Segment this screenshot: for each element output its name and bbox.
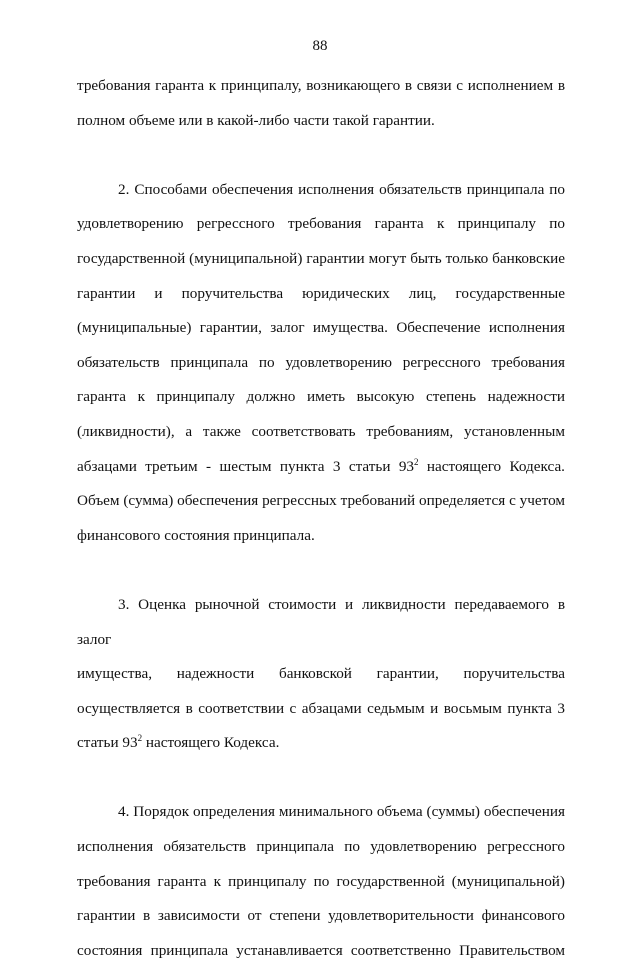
paragraph-3-line-3: осуществляется в соответствии с абзацами седьмым и восьмым пункта 3 (77, 699, 565, 717)
paragraph-2-line-2: удовлетворению регрессного требования гаранта к принципалу по (77, 215, 565, 233)
paragraph-2-line-8: (ликвидности), а также соответствовать требованиям, установленным (77, 422, 565, 440)
paragraph-2-line-11: финансового состояния принципала. (77, 526, 315, 544)
paragraph-2-line-1: 2. Способами обеспечения исполнения обязательств принципала по (118, 180, 565, 198)
ref-text-before: статьи 93 (77, 734, 138, 752)
paragraph-2-line-7: гаранта к принципалу должно иметь высокую степень надежности (77, 388, 565, 406)
paragraph-2-line-5: (муниципальные) гарантии, залог имущества. Обеспечение исполнения (77, 319, 565, 337)
paragraph-4-line-2: исполнения обязательств принципала по удовлетворению регрессного (77, 838, 565, 856)
paragraph-4-line-1: 4. Порядок определения минимального объема (суммы) обеспечения (118, 803, 565, 821)
paragraph-2-ref-line (77, 450, 565, 485)
paragraph-4-line-5: состояния принципала устанавливается соответственно Правительством (77, 941, 565, 959)
paragraph-4-line-4: гарантии в зависимости от степени удовлетворительности финансового (77, 907, 565, 925)
paragraph-spacer (77, 138, 565, 173)
page-number: 88 (312, 38, 328, 54)
ref-text-before: абзацами третьим - шестым пункта 3 статьи 93 (77, 457, 415, 475)
ref-text-after: настоящего Кодекса. (418, 457, 565, 475)
paragraph-3-line-2: имущества, надежности банковской гарантии, поручительства (77, 665, 565, 683)
paragraph-2-line-3: государственной (муниципальной) гарантии могут быть только банковские (77, 249, 565, 267)
paragraph-2-line-4: гарантии и поручительства юридических лиц, государственные (77, 284, 565, 302)
paragraph-3-ref-line (77, 726, 565, 761)
paragraph-2-line-10: Объем (сумма) обеспечения регрессных требований определяется с учетом (77, 492, 565, 510)
superscript: 2 (414, 456, 419, 467)
paragraph-3-line-1: 3. Оценка рыночной стоимости и ликвидности передаваемого в залог (77, 595, 565, 648)
paragraph-4-line-3: требования гаранта к принципалу по государственной (муниципальной) (77, 872, 565, 890)
paragraph-1-line-2: полном объеме или в какой-либо части такой гарантии. (77, 111, 435, 129)
superscript: 2 (137, 733, 143, 744)
document-body (77, 69, 565, 968)
paragraph-spacer (77, 761, 565, 796)
paragraph-2-line-6: обязательств принципала по удовлетворению регрессного требования (77, 353, 565, 371)
paragraph-spacer (77, 553, 565, 588)
paragraph-1-line-1: требования гаранта к принципалу, возникающего в связи с исполнением в (77, 77, 565, 94)
ref-text-after: настоящего Кодекса. (142, 734, 280, 752)
